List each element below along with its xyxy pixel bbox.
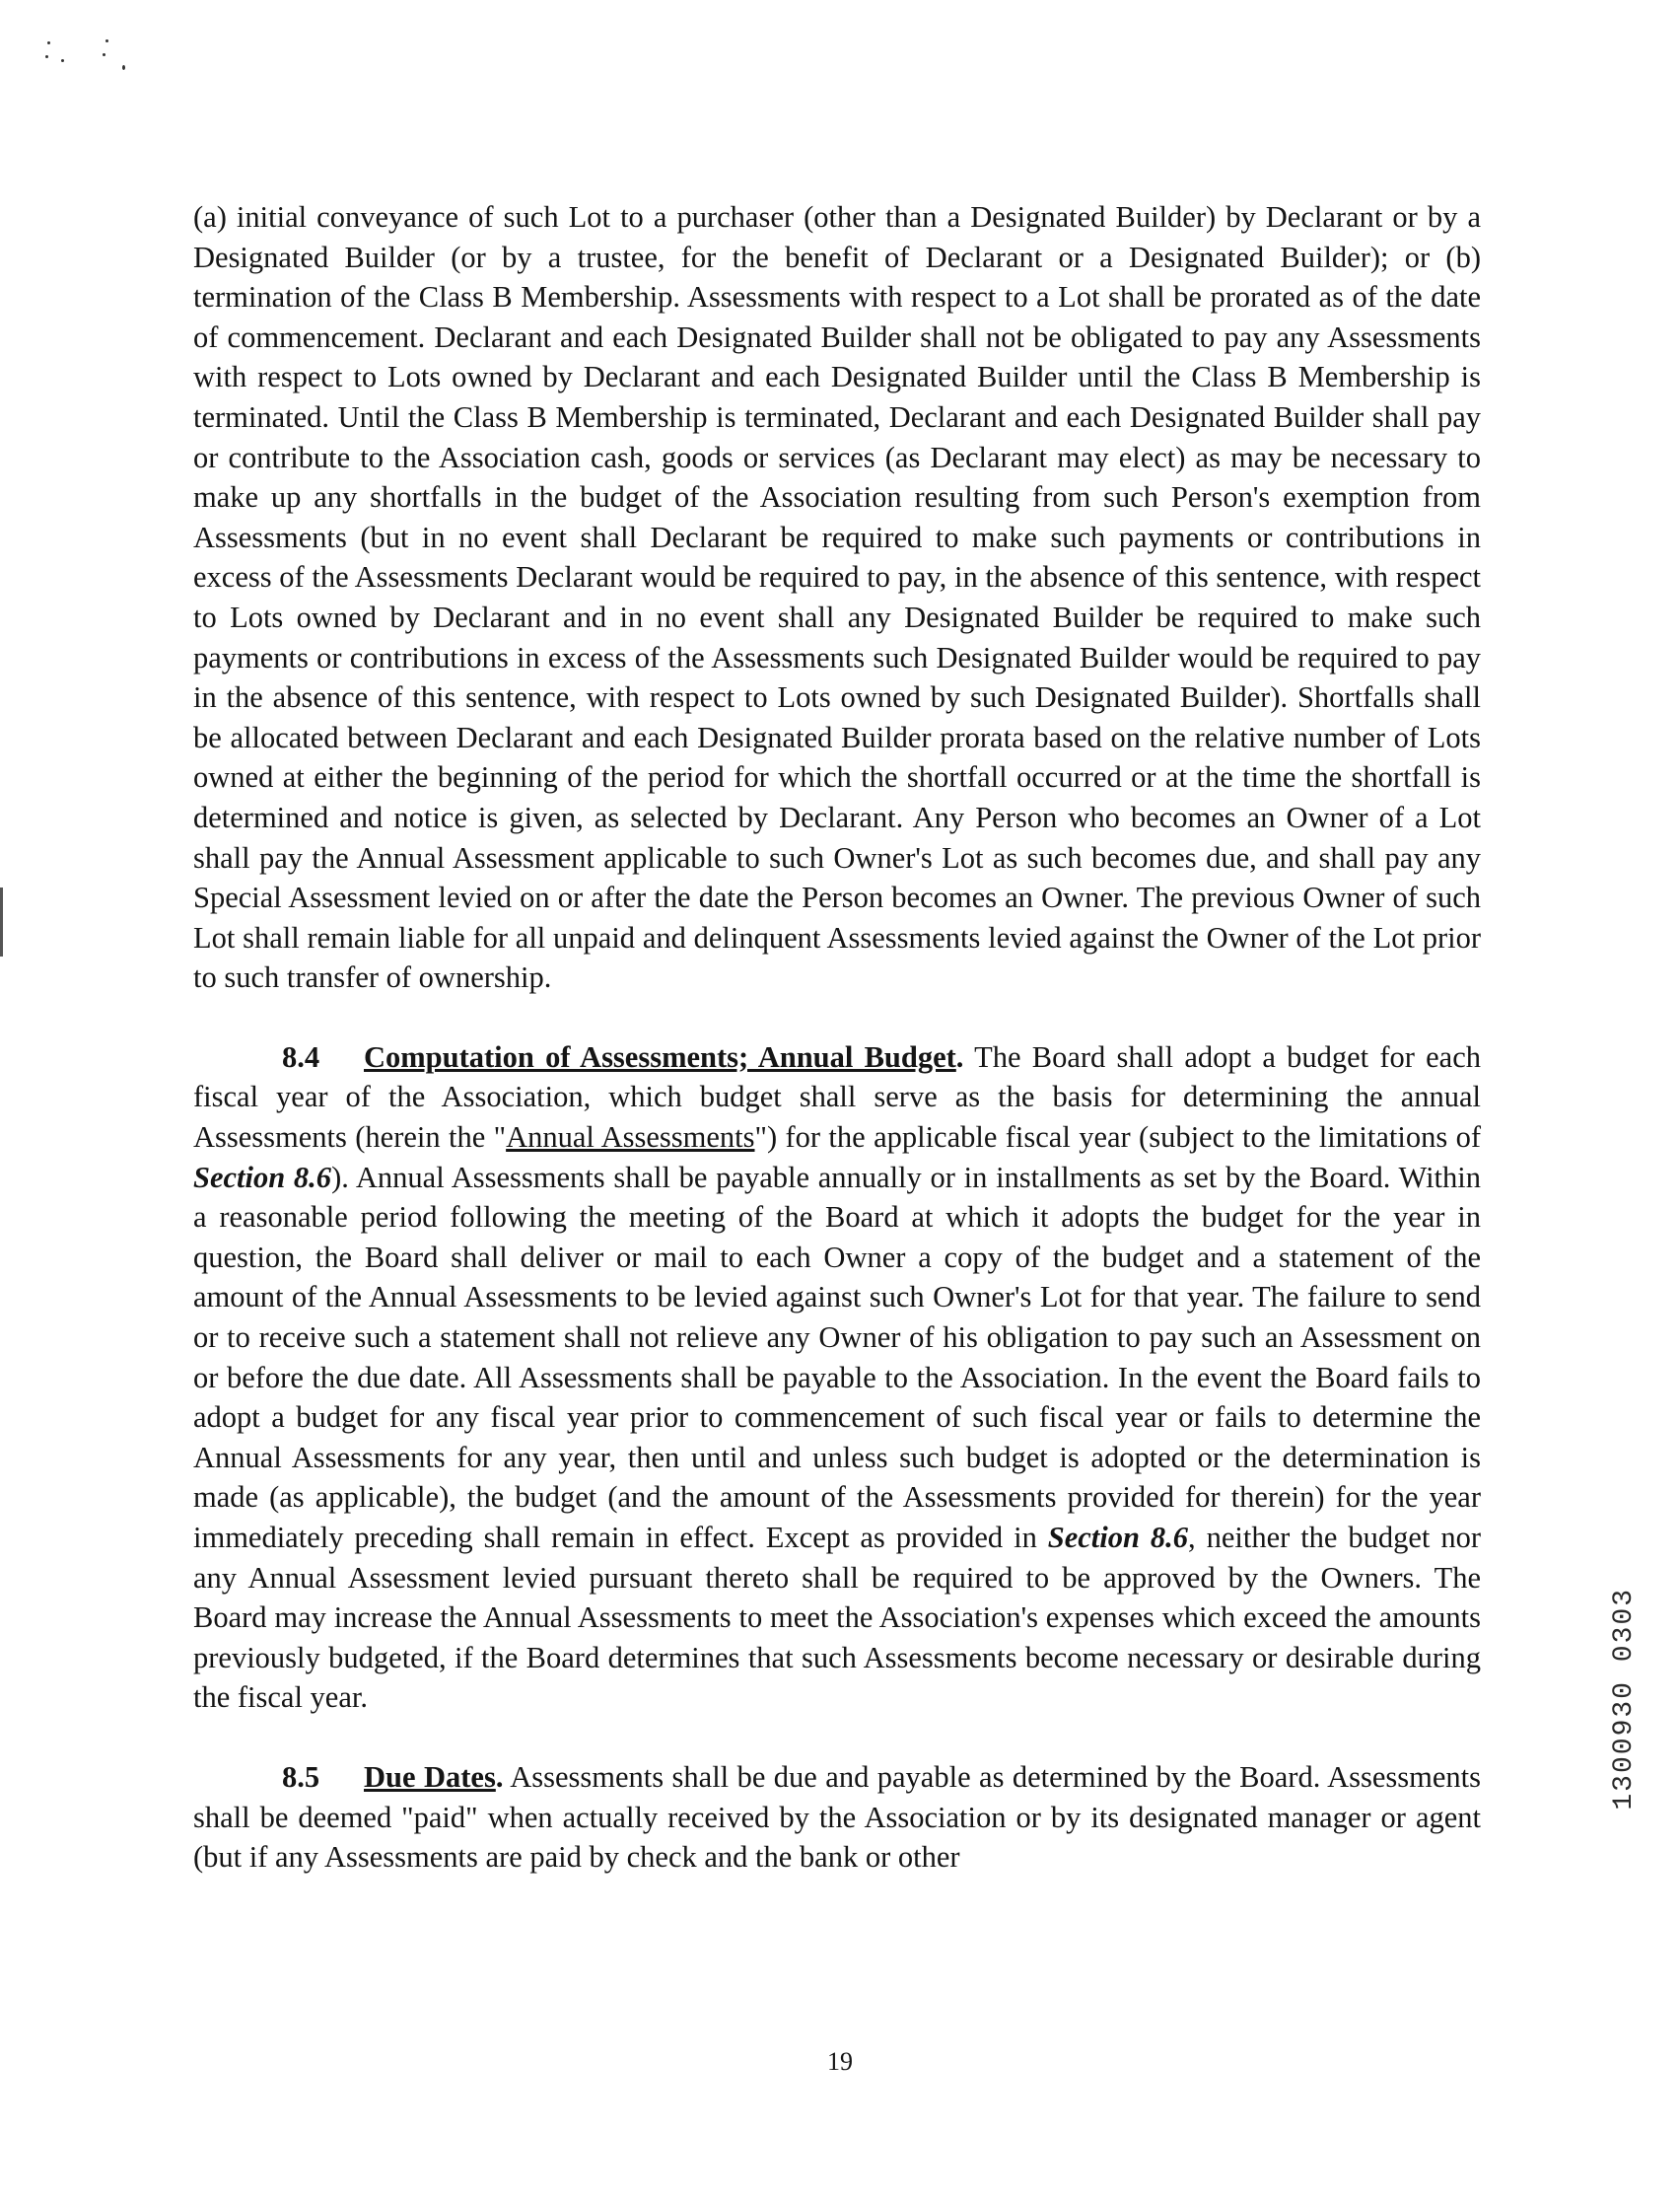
recording-stamp: 1300930 0303	[1609, 1588, 1640, 1810]
section-text: Assessments shall be due and payable as determined by the Board. Assessments shall be deemed "paid" when actually received by the Association or by its designated manager or agent (but if any Assessments are paid by check and the bank or other	[193, 1759, 1481, 1875]
section-reference: Section 8.6	[193, 1160, 332, 1194]
defined-term: Annual Assessments	[506, 1120, 755, 1155]
section-number: 8.4	[282, 1039, 320, 1074]
document-body	[193, 197, 1481, 1878]
section-8-5	[193, 1757, 1481, 1878]
section-text: , neither the budget nor any Annual Assessment levied pursuant thereto shall be required to be approved by the Owners. The Board may increase the Annual Assessments to meet the Association's expenses which exceed the amounts previously budgeted, if the Board determines that such Assessments become necessary or desirable during the fiscal year.	[193, 1521, 1482, 1715]
section-text: ") for the applicable fiscal year (subject to the limitations of	[754, 1120, 1481, 1155]
section-8-4	[193, 1037, 1481, 1718]
section-heading: Computation of Assessments; Annual Budget	[364, 1039, 956, 1074]
section-text: ). Annual Assessments shall be payable annually or in installments as set by the Board. Within a reasonable period following the meeting of the Board at which it adopts the budget for the year in question, the Board shall deliver or mail to each Owner a copy of the budget and a statement of the amount of the Annual Assessments to be levied against such Owner's Lot for that year. The failure to send or to receive such a statement shall not relieve any Owner of his obligation to pay such an Assessment on or before the due date. All Assessments shall be payable to the Association. In the event the Board fails to adopt a budget for any fiscal year prior to commencement of such fiscal year or fails to determine the Annual Assessments for any year, then until and unless such budget is adopted or the determination is made (as applicable), the budget (and the amount of the Assessments provided for therein) for the year immediately preceding shall remain in effect. Except as provided in	[193, 1160, 1481, 1554]
paragraph-continuation: (a) initial conveyance of such Lot to a purchaser (other than a Designated Builder) by Declarant or by a Designated Builder (or by a trustee, for the benefit of Declarant or a Designated Builder); or (b) termination of the Class B Membership. Assessments with respect to a Lot shall be prorated as of the date of commencement. Declarant and each Designated Builder shall not be obligated to pay any Assessments with respect to Lots owned by Declarant and each Designated Builder until the Class B Membership is terminated. Until the Class B Membership is terminated, Declarant and each Designated Builder shall pay or contribute to the Association cash, goods or services (as Declarant may elect) as may be necessary to make up any shortfalls in the budget of the Association resulting from such Person's exemption from Assessments (but in no event shall Declarant be required to make such payments or contributions in excess of the Assessments Declarant would be required to pay, in the absence of this sentence, with respect to Lots owned by Declarant and in no event shall any Designated Builder be required to make such payments or contributions in excess of the Assessments such Designated Builder would be required to pay in the absence of this sentence, with respect to Lots owned by such Designated Builder). Shortfalls shall be allocated between Declarant and each Designated Builder prorata based on the relative number of Lots owned at either the beginning of the period for which the shortfall occurred or at the time the shortfall is determined and notice is given, as selected by Declarant. Any Person who becomes an Owner of a Lot shall pay the Annual Assessment applicable to such Owner's Lot as such becomes due, and shall pay any Special Assessment levied on or after the date the Person becomes an Owner. The previous Owner of such Lot shall remain liable for all unpaid and delinquent Assessments levied against the Owner of the Lot prior to such transfer of ownership.	[193, 200, 1481, 995]
section-reference: Section 8.6	[1047, 1521, 1189, 1554]
section-number: 8.5	[282, 1759, 320, 1794]
heading-period: .	[495, 1759, 504, 1794]
section-text: The Board shall adopt a budget for each fiscal year of the Association, which budget shall serve as the basis for determining the annual Assessments (herein the "	[193, 1039, 1481, 1155]
heading-period: .	[955, 1039, 964, 1074]
section-heading: Due Dates	[364, 1759, 496, 1794]
scan-margin-mark	[0, 888, 3, 957]
scan-specks	[39, 39, 177, 79]
page-number: 19	[827, 2047, 853, 2076]
